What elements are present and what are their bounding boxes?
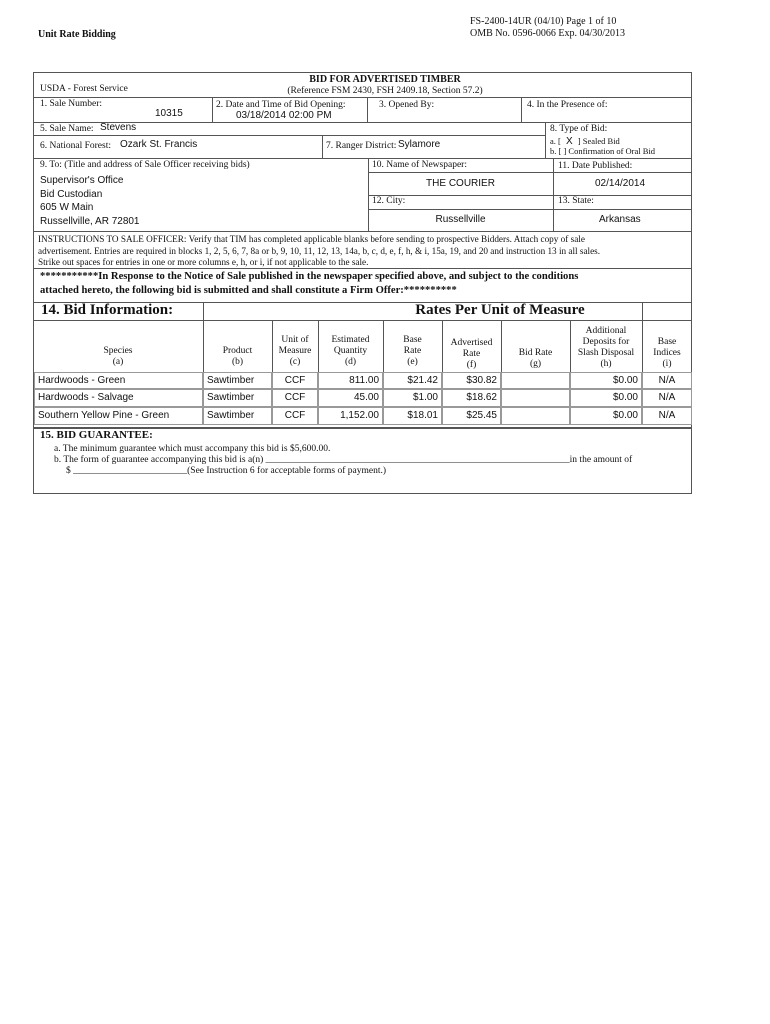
deposits-cell[interactable]: $0.00 — [570, 407, 642, 425]
header-line: Deposits for — [582, 337, 630, 347]
header-line: Rate — [462, 349, 481, 359]
species-cell[interactable]: Southern Yellow Pine - Green — [34, 407, 203, 425]
header-line: Measure — [278, 346, 312, 356]
firm-offer-line1: ***********In Response to the Notice of Sale published in the newspaper specified above, and subject to the conditions — [40, 271, 579, 282]
quantity-cell[interactable]: 1,152.00 — [318, 407, 383, 425]
unit-cell[interactable]: CCF — [272, 372, 318, 389]
sale-officer-label: 9. To: (Title and address of Sale Officer receiving bids) — [40, 160, 250, 170]
form-number: FS-2400-14UR (04/10) Page 1 of 10 — [470, 16, 617, 27]
header-line: Bid Rate — [518, 348, 553, 358]
header-line: Base — [403, 335, 422, 345]
base-rate-cell[interactable]: $18.01 — [383, 407, 442, 425]
header-line: (d) — [344, 357, 357, 367]
divider — [33, 97, 692, 98]
header-line: (g) — [529, 359, 542, 369]
deposits-cell[interactable]: $0.00 — [570, 372, 642, 389]
header-line: Estimated — [331, 335, 370, 345]
divider — [33, 320, 692, 321]
bid-opening-label: 2. Date and Time of Bid Opening: — [216, 100, 346, 110]
divider — [368, 195, 692, 196]
divider — [545, 122, 546, 158]
header-line: Advertised — [450, 338, 493, 348]
bid-rate-cell[interactable] — [501, 389, 570, 407]
opened-by-label: 3. Opened By: — [379, 100, 435, 110]
product-cell[interactable]: Sawtimber — [203, 389, 272, 407]
ranger-district-value[interactable]: Sylamore — [398, 139, 441, 150]
header-line: (h) — [600, 359, 612, 369]
header-line: (c) — [289, 357, 301, 367]
header-line: Indices — [653, 348, 681, 358]
omb-number: OMB No. 0596-0066 Exp. 04/30/2013 — [470, 28, 625, 39]
city-value[interactable]: Russellville — [435, 214, 486, 225]
bid-guarantee-title: 15. BID GUARANTEE: — [40, 429, 153, 441]
header-line: Additional — [585, 326, 627, 336]
firm-offer-line2: attached hereto, the following bid is submitted and shall constitute a Firm Offer:********** — [40, 285, 457, 296]
sale-name-label: 5. Sale Name: — [40, 124, 94, 134]
national-forest-value[interactable]: Ozark St. Francis — [120, 139, 198, 150]
form-reference: (Reference FSM 2430, FSH 2409.18, Section 57.2) — [287, 86, 483, 96]
date-published-value[interactable]: 02/14/2014 — [595, 178, 646, 189]
sale-number-value[interactable]: 10315 — [155, 108, 183, 119]
product-cell[interactable]: Sawtimber — [203, 407, 272, 425]
instructions-block — [38, 234, 600, 269]
base-rate-cell[interactable]: $1.00 — [383, 389, 442, 407]
sale-officer-address[interactable] — [40, 174, 140, 228]
date-published-label: 11. Date Published: — [558, 161, 633, 171]
sealed-bid-prefix: a. [ — [550, 136, 561, 146]
instructions-line: Strike out spaces for entries in one or more columns e, h, or i, if not applicable to the sale. — [38, 257, 369, 267]
type-of-bid-label: 8. Type of Bid: — [550, 124, 608, 134]
divider — [33, 231, 692, 232]
bid-info-title: 14. Bid Information: — [41, 302, 174, 318]
header-line: (a) — [112, 357, 124, 367]
agency-label: USDA - Forest Service — [40, 84, 128, 94]
deposits-cell[interactable]: $0.00 — [570, 389, 642, 407]
form-heading: BID FOR ADVERTISED TIMBER — [309, 74, 461, 85]
indices-cell[interactable]: N/A — [642, 407, 692, 425]
guarantee-line-c[interactable]: $ ________________________(See Instruction 6 for acceptable forms of payment.) — [66, 466, 387, 476]
newspaper-label: 10. Name of Newspaper: — [372, 160, 467, 170]
unit-cell[interactable]: CCF — [272, 407, 318, 425]
advertised-rate-cell[interactable]: $25.45 — [442, 407, 501, 425]
column-header-product — [203, 346, 272, 368]
product-cell[interactable]: Sawtimber — [203, 372, 272, 389]
state-label: 13. State: — [558, 196, 594, 206]
sealed-bid-check: X — [565, 136, 573, 147]
column-header-indices — [642, 337, 692, 370]
sale-number-label: 1. Sale Number: — [40, 99, 103, 109]
header-line: Quantity — [333, 346, 368, 356]
header-line: Rate — [403, 346, 422, 356]
header-line: (f) — [466, 360, 477, 370]
header-line: Slash Disposal — [577, 348, 635, 358]
address-line: Bid Custodian — [40, 188, 103, 200]
quantity-cell[interactable]: 811.00 — [318, 372, 383, 389]
ranger-district-label: 7. Ranger District: — [326, 141, 397, 151]
rates-title: Rates Per Unit of Measure — [415, 302, 585, 318]
oral-bid-option[interactable]: b. [ ] Confirmation of Oral Bid — [550, 146, 656, 156]
column-header-species — [33, 346, 203, 368]
guarantee-line-b[interactable]: b. The form of guarantee accompanying this bid is a(n) ________________________________________________________________in the amount of — [54, 455, 633, 465]
divider — [367, 97, 368, 122]
column-header-advertised-rate — [442, 338, 501, 371]
page-header-title: Unit Rate Bidding — [38, 29, 116, 40]
header-line: Unit of — [281, 335, 309, 345]
quantity-cell[interactable]: 45.00 — [318, 389, 383, 407]
advertised-rate-cell[interactable]: $18.62 — [442, 389, 501, 407]
instructions-line: INSTRUCTIONS TO SALE OFFICER: Verify that TIM has completed applicable blanks before sending to prospective Bidders. Attach copy of sale — [38, 234, 585, 244]
divider — [33, 268, 692, 269]
divider — [368, 209, 692, 210]
header-line: (b) — [231, 357, 244, 367]
sale-name-value[interactable]: Stevens — [100, 122, 137, 133]
column-header-base-rate — [383, 335, 442, 368]
species-cell[interactable]: Hardwoods - Salvage — [34, 389, 203, 407]
header-line: Species — [103, 346, 133, 356]
sealed-bid-text: ] Sealed Bid — [577, 136, 620, 146]
column-header-deposits — [570, 326, 642, 370]
header-line: (i) — [662, 359, 672, 369]
divider — [368, 172, 692, 173]
column-header-quantity — [318, 335, 383, 368]
advertised-rate-cell[interactable]: $30.82 — [442, 372, 501, 389]
divider — [322, 135, 323, 158]
header-line: Base — [657, 337, 677, 347]
instructions-line: advertisement. Entries are required in blocks 1, 2, 5, 6, 7, 8a or b, 9, 10, 11, 12, 13, 14a, b, c, d, e, f, h, & i, 15a, 19, and 20 and instruction 13 in all sales. — [38, 245, 601, 256]
city-label: 12. City: — [372, 196, 406, 206]
header-line: Product — [222, 346, 253, 356]
column-header-bid-rate — [501, 348, 570, 370]
national-forest-label: 6. National Forest: — [40, 141, 111, 151]
divider — [212, 97, 213, 122]
guarantee-line-a: a. The minimum guarantee which must accompany this bid is $5,600.00. — [54, 444, 331, 454]
unit-cell[interactable]: CCF — [272, 389, 318, 407]
address-line: 605 W Main — [40, 202, 94, 213]
state-value[interactable]: Arkansas — [599, 214, 641, 225]
indices-cell[interactable]: N/A — [642, 389, 692, 407]
bid-rate-cell[interactable] — [501, 407, 570, 425]
address-line: Supervisor's Office — [40, 175, 124, 186]
divider — [33, 158, 692, 159]
address-line: Russellville, AR 72801 — [40, 215, 140, 227]
indices-cell[interactable]: N/A — [642, 372, 692, 389]
divider — [521, 97, 522, 122]
bid-rate-cell[interactable] — [501, 372, 570, 389]
presence-of-label: 4. In the Presence of: — [527, 100, 608, 110]
bid-opening-value[interactable]: 03/18/2014 02:00 PM — [236, 110, 332, 121]
divider — [33, 135, 545, 136]
newspaper-value[interactable]: THE COURIER — [426, 178, 495, 189]
species-cell[interactable]: Hardwoods - Green — [34, 372, 203, 389]
header-line: (e) — [407, 357, 418, 367]
base-rate-cell[interactable]: $21.42 — [383, 372, 442, 389]
column-header-unit — [272, 335, 318, 368]
